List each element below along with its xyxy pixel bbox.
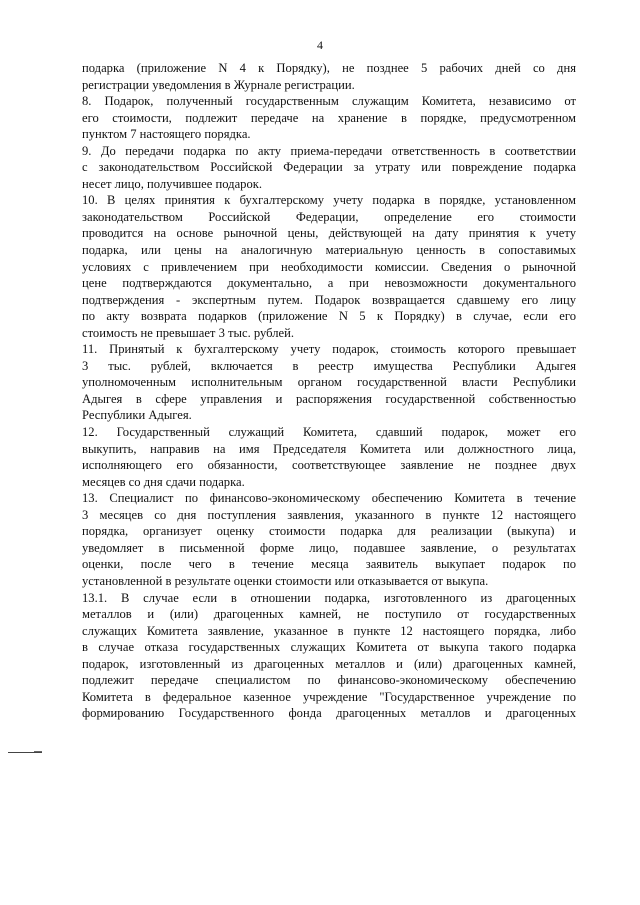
- text-line: оценки, после чего в течение месяца заявитель выкупает подарок по: [82, 557, 576, 572]
- text-line: уведомляет в письменной форме лицо, подавшее заявление, о результатах: [82, 540, 576, 555]
- text-line: исполняющего его обязанности, соответствующее заявление не позднее двух: [82, 458, 576, 473]
- text-line: металлов и (или) драгоценных камней, не поступило от государственных: [82, 607, 576, 622]
- text-line: цене подтверждаются документально, а при невозможности документального: [82, 276, 576, 291]
- text-line: проводится на основе рыночной цены, действующей на дату принятия к учету: [82, 226, 576, 241]
- text-line: подарка (приложение N 4 к Порядку), не позднее 5 рабочих дней со дня: [82, 61, 576, 75]
- text-line: пунктом 7 настоящего порядка.: [82, 127, 251, 142]
- text-line: 8. Подарок, полученный государственным служащим Комитета, независимо от: [82, 94, 576, 109]
- text-line: 9. До передачи подарка по акту приема-передачи ответственность в соответствии: [82, 143, 576, 158]
- margin-scan-mark: [8, 752, 42, 753]
- text-line: выкупить, направив на имя Председателя Комитета или должностного лица,: [82, 441, 576, 456]
- text-line: служащих Комитета заявление, указанное в пункте 12 настоящего порядка, либо: [82, 623, 576, 638]
- text-line: подлежит передаче специалистом по финансово-экономическому обеспечению: [82, 673, 576, 688]
- text-line: Адыгея в сфере управления и распоряжения государственной собственностью: [82, 391, 576, 406]
- page-number: 4: [317, 38, 323, 52]
- text-line: 3 тыс. рублей, включается в реестр имущества Республики Адыгея: [82, 358, 576, 373]
- text-line: месяцев со дня сдачи подарка.: [82, 474, 245, 489]
- text-line: по акту возврата подарков (приложение N 5 к Порядку) в случае, если его: [82, 309, 576, 324]
- text-line: законодательством Российской Федерации, определение его стоимости: [82, 209, 576, 224]
- text-line: уполномоченным исполнительным органом государственной власти Республики: [82, 375, 576, 390]
- document-body: [82, 60, 576, 722]
- text-line: Республики Адыгея.: [82, 408, 192, 423]
- text-line: 13.1. В случае если в отношении подарка, изготовленного из драгоценных: [82, 590, 576, 605]
- text-line: его стоимости, подлежит передаче на хранение в порядке, предусмотренном: [82, 110, 576, 125]
- text-line: в случае отказа государственных служащих Комитета от выкупа такого подарка: [82, 640, 576, 655]
- text-line: несет лицо, получившее подарок.: [82, 176, 263, 191]
- text-line: установленной в результате оценки стоимости или отказывается от выкупа.: [82, 573, 489, 588]
- text-line: стоимость не превышает 3 тыс. рублей.: [82, 325, 294, 340]
- text-line: 3 месяцев со дня поступления заявления, указанного в пункте 12 настоящего: [82, 507, 576, 522]
- text-line: 12. Государственный служащий Комитета, сдавший подарок, может его: [82, 425, 576, 440]
- text-line: 10. В целях принятия к бухгалтерскому учету подарка в порядке, установленном: [82, 193, 576, 208]
- text-line: 11. Принятый к бухгалтерскому учету подарок, стоимость которого превышает: [82, 342, 576, 357]
- text-line: с законодательством Российской Федерации за утрату или повреждение подарка: [82, 160, 576, 175]
- text-line: подарок, изготовленный из драгоценных металлов и (или) драгоценных камней,: [82, 656, 576, 671]
- text-line: подарка, или цены на аналогичную материальную ценность в сопоставимых: [82, 243, 576, 258]
- text-line: подтверждения - экспертным путем. Подарок возвращается сдавшему его лицу: [82, 292, 576, 307]
- text-line: регистрации уведомления в Журнале регистрации.: [82, 77, 355, 92]
- text-line: порядка, организует оценку стоимости подарка для реализации (выкупа) и: [82, 524, 576, 539]
- text-line: 13. Специалист по финансово-экономическому обеспечению Комитета в течение: [82, 491, 576, 506]
- text-line: условиях с привлечением при необходимости комиссии. Сведения о рыночной: [82, 259, 576, 274]
- text-line: формированию Государственного фонда драгоценных металлов и драгоценных: [82, 706, 576, 721]
- text-line: Комитета в федеральное казенное учреждение "Государственное учреждение по: [82, 689, 576, 704]
